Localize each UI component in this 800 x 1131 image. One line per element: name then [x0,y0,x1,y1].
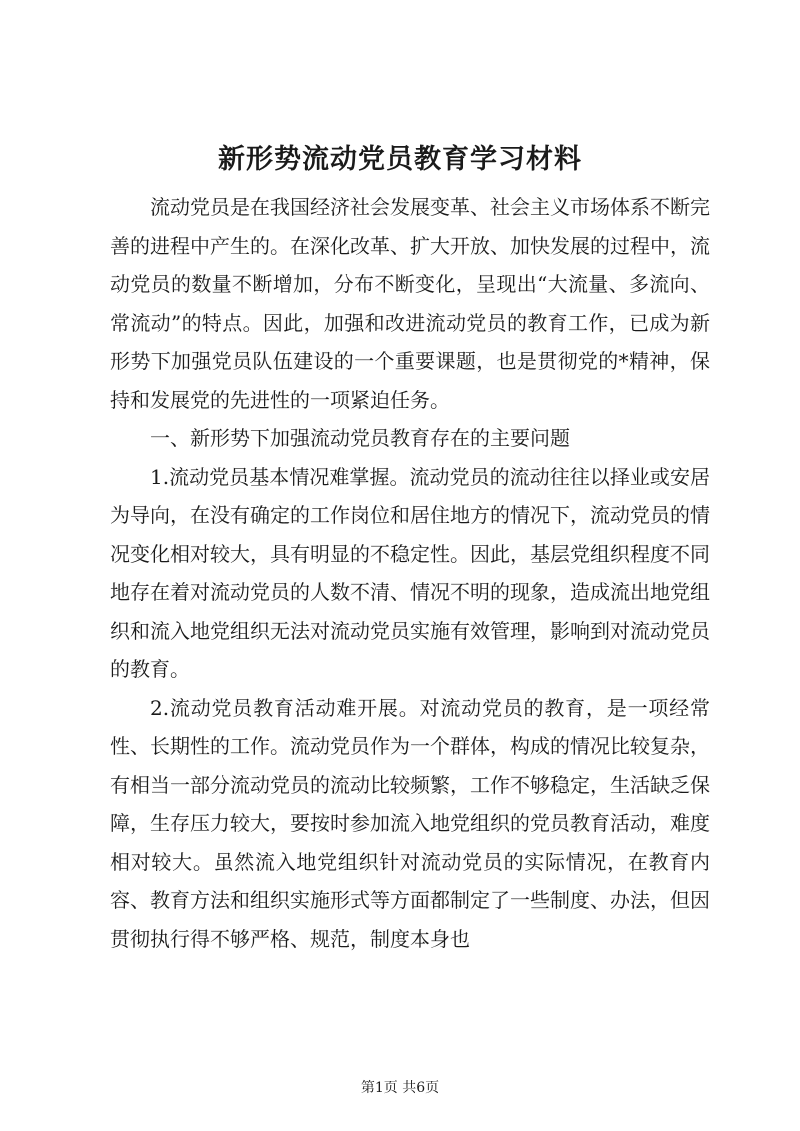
section-heading: 一、新形势下加强流动党员教育存在的主要问题 [150,426,570,450]
paragraph-item-2: 2.流动党员教育活动难开展。对流动党员的教育，是一项经常性、长期性的工作。流动党员作为一个群体，构成的情况比较复杂，有相当一部分流动党员的流动比较频繁，工作不够稳定，生活缺乏保障，生存压力较大，要按时参加流入地党组织的党员教育活动，难度相对较大。虽然流入地党组织针对流动党员的实际情况，在教育内容、教育方法和组织实施形式等方面都制定了一些制度、办法，但因贯彻执行得不够严格、规范，制度本身也 [110,695,710,951]
page-footer: 第1页 共6页 [360,1080,440,1096]
paragraph-intro: 流动党员是在我国经济社会发展变革、社会主义市场体系不断完善的进程中产生的。在深化改革、扩大开放、加快发展的过程中，流动党员的数量不断增加，分布不断变化，呈现出“大流量、多流向、常流动”的特点。因此，加强和改进流动党员的教育工作，已成为新形势下加强党员队伍建设的一个重要课题，也是贯彻党的*精神，保持和发展党的先进性的一项紧迫任务。 [110,195,710,412]
paragraph-item-1: 1.流动党员基本情况难掌握。流动党员的流动往往以择业或安居为导向，在没有确定的工作岗位和居住地方的情况下，流动党员的情况变化相对较大，具有明显的不稳定性。因此，基层党组织程度不同地存在着对流动党员的人数不清、情况不明的现象，造成流出地党组织和流入地党组织无法对流动党员实施有效管理，影响到对流动党员的教育。 [110,464,710,681]
document-body [110,188,710,958]
document-title: 新形势流动党员教育学习材料 [218,144,582,175]
